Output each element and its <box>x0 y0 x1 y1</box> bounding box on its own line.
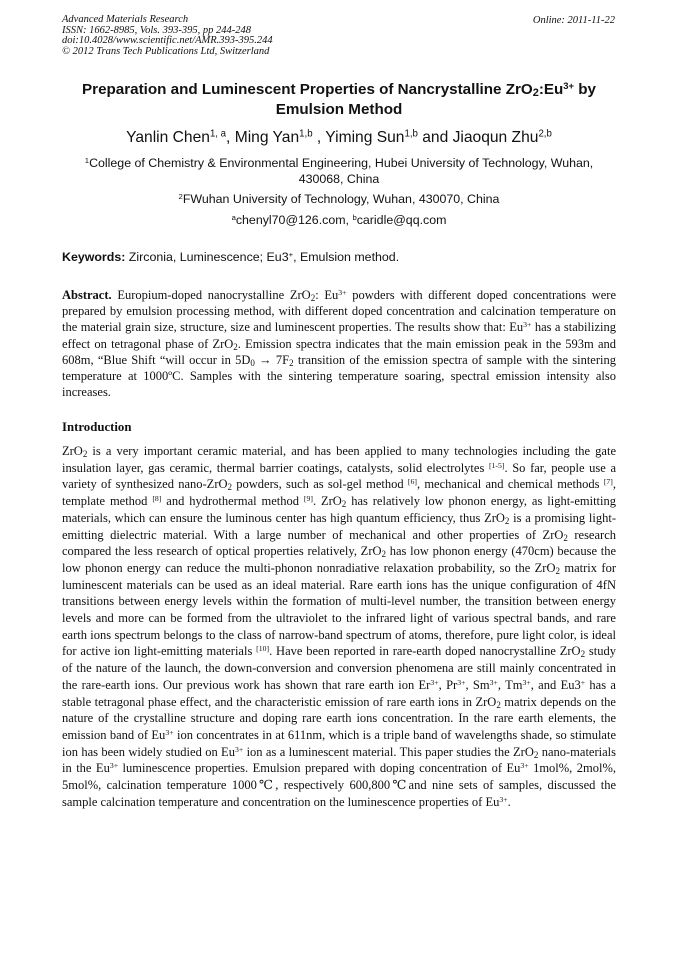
body-text: 1mol%, 2mol%, 5mol%, calcination temperature 1000℃, respectively 600,800℃and nine sets of samples, discussed the sample calcination temperature and concentration on the luminescence properties of Eu <box>62 761 616 809</box>
citation-ref[interactable]: [10] <box>256 644 270 654</box>
body-text: , template method <box>62 477 616 509</box>
body-text: ZrO <box>62 444 83 458</box>
paper-title <box>62 80 616 119</box>
title-subscript: 2 <box>532 87 539 100</box>
citation-ref[interactable]: [8] <box>152 493 162 503</box>
superscript: 3+ <box>522 677 531 687</box>
abstract-text: has a stabilizing effect on tetragonal phase of ZrO <box>62 320 616 351</box>
author-name: and Jiaoqun Zhu <box>417 129 539 146</box>
author-affiliation-mark: 2,b <box>538 128 552 140</box>
superscript: 3+ <box>499 794 508 804</box>
author-name: Yanlin Chen <box>126 129 210 146</box>
superscript: + <box>580 677 586 687</box>
subscript: 2 <box>496 699 501 710</box>
superscript: 3+ <box>457 677 466 687</box>
body-text: ion as a luminescent material. This paper studies the ZrO <box>243 744 534 759</box>
subscript: 2 <box>381 549 387 560</box>
citation-ref[interactable]: [7] <box>603 477 613 487</box>
superscript: 3+ <box>338 287 347 297</box>
email-link[interactable]: caridle@qq.com <box>356 213 447 227</box>
affiliation-text: College of Chemistry & Environmental Engineering, Hubei University of Technology, Wuhan, 430068, China <box>89 156 594 187</box>
body-text: has low phonon energy (470cm) because the low phonon energy can reduce the multi-phonon nonradiative relaxation probability, so the ZrO <box>62 544 616 575</box>
superscript: 3+ <box>234 744 244 754</box>
affiliation-mark: 2 <box>178 191 183 201</box>
subscript: 2 <box>289 357 294 368</box>
subscript: 2 <box>555 565 560 576</box>
body-text: is a promising light-emitting dielectric material. With a large number of mechanical and other properties of ZrO <box>62 510 616 542</box>
superscript: 3+ <box>520 761 529 771</box>
body-text: . ZrO <box>312 494 342 509</box>
subscript: 2 <box>533 749 539 760</box>
abstract-label: Abstract. <box>62 288 112 302</box>
body-text: , mechanical and chemical methods <box>416 477 604 492</box>
body-text: , Sm <box>465 677 490 692</box>
title-superscript: 3+ <box>563 79 575 91</box>
body-text: is a very important ceramic material, and has been applied to many technologies including the gate insulation layer, gas ceramic, thermal barrier coatings, catalysts, solid electrolytes <box>62 444 616 475</box>
affiliation-text: FWuhan University of Technology, Wuhan, 430070, China <box>182 192 500 206</box>
subscript: 2 <box>310 292 316 303</box>
subscript: 2 <box>580 649 586 660</box>
body-text: matrix for luminescent materials can be used as an ideal material. Rare earth ions has the unique configuration of 4fN transitions between energy levels within the formation of multi-level number, the transition between energy levels and more can be formed from the ultraviolet to the infrared light of various spectral bands, and rare earth ions spectrum belongs to the class of narrow-band spectrum of atoms, therefore, pure light color, is ideal for active ion light-emitting materials <box>62 560 616 659</box>
email-mark: a <box>231 212 236 222</box>
abstract-text: transition of the emission spectra of sample with the sintering temperature at 1000ºC. Samples with the sintering temperature soaring, spectral emission intensity also increases. <box>62 352 616 400</box>
body-text: has a stable tetragonal phase effect, and the characteristic emission of rare earth ions in ZrO <box>62 677 616 709</box>
superscript: 3+ <box>489 677 498 687</box>
introduction-paragraph <box>62 443 616 810</box>
abstract-text: → 7F <box>254 352 290 367</box>
body-text: ion concentrates in at 611nm, which is a triple band of wavelengths shade, so stimulate ion has been widely studied on Eu <box>62 727 616 759</box>
citation-ref[interactable]: [9] <box>303 493 313 503</box>
body-text: study of the nature of the launch, the down-conversion and conversion phenomena are still mainly concentrated in the rare-earth ions. Our previous work has shown that rare earth ion Er <box>62 644 617 692</box>
journal-name: Advanced Materials Research <box>62 14 189 25</box>
keywords-line <box>62 249 616 265</box>
subscript: 2 <box>504 515 510 526</box>
superscript: 3+ <box>109 761 119 771</box>
body-text: . <box>507 794 511 809</box>
body-text: , and Eu3 <box>530 677 581 692</box>
body-text: and hydrothermal method <box>161 494 304 509</box>
author-name: , Ming Yan <box>226 129 300 146</box>
subscript: 2 <box>563 532 568 543</box>
title-text: :Eu <box>538 81 564 98</box>
issn-line: ISSN: 1662-8985, Vols. 393-395, pp 244-248 <box>62 24 251 36</box>
journal-header <box>62 15 273 57</box>
email-link[interactable]: chenyl70@126.com, <box>235 213 353 227</box>
abstract-text: Europium-doped nanocrystalline ZrO <box>111 288 311 302</box>
title-text: Preparation and Luminescent Properties of Nancrystalline ZrO <box>82 81 533 98</box>
author-name: , Yiming Sun <box>312 129 405 146</box>
copyright-line: © 2012 Trans Tech Publications Ltd, Switzerland <box>62 45 270 57</box>
affiliation-2 <box>62 191 616 207</box>
body-text: luminescence properties. Emulsion prepared with doping concentration of Eu <box>118 761 521 776</box>
author-affiliation-mark: 1, a <box>209 128 227 140</box>
superscript: 3+ <box>430 677 439 687</box>
subscript: 2 <box>82 448 88 459</box>
keywords-text: , Emulsion method. <box>293 250 400 264</box>
abstract-text: powders with different doped concentrations were prepared by emulsion processing method, with different doped concentration and calcination temperature on the material grain size, structure, size and luminescent properties. The results show that: Eu <box>62 288 616 335</box>
affiliation-1 <box>62 155 616 188</box>
author-affiliation-mark: 1,b <box>299 128 313 140</box>
doi-line[interactable]: doi:10.4028/www.scientific.net/AMR.393-395.244 <box>62 35 273 47</box>
superscript: 3+ <box>523 320 532 330</box>
keywords-superscript: + <box>288 249 294 259</box>
author-emails <box>62 212 616 228</box>
body-text: . Have been reported in rare-earth doped nanocrystalline ZrO <box>269 644 581 659</box>
title-text: by Emulsion Method <box>275 81 596 118</box>
body-text: has relatively low phonon energy, as light-emitting materials, which can ensure the luminous center has high quantum efficiency, thus ZrO <box>62 494 616 525</box>
subscript: 2 <box>233 341 238 352</box>
body-text: matrix depends on the nature of the crystalline structure and doping rare earth ions concentration. In the rare earth elements, the emission band of Eu <box>62 694 616 742</box>
author-list <box>62 128 616 148</box>
abstract-text: . Emission spectra indicates that the main emission peak in the 593m and 608m, “Blue Shift “will occur in 5D <box>62 336 617 367</box>
keywords-text: Zirconia, Luminescence; Eu3 <box>125 250 289 264</box>
superscript: 3+ <box>165 727 174 737</box>
body-text: , Tm <box>497 677 523 692</box>
abstract-text: : Eu <box>315 288 339 302</box>
body-text: nano-materials in the Eu <box>62 744 616 776</box>
abstract-paragraph <box>62 287 616 400</box>
subscript: 2 <box>341 498 347 509</box>
online-date: Online: 2011-11-22 <box>532 15 615 26</box>
citation-ref[interactable]: [1-5] <box>488 460 505 470</box>
body-text: . So far, people use a variety of synthesized nano-ZrO <box>62 460 617 492</box>
subscript: 0 <box>250 357 255 368</box>
subscript: 2 <box>227 482 233 493</box>
email-mark: b <box>352 212 357 222</box>
author-affiliation-mark: 1,b <box>404 128 418 140</box>
affiliation-mark: 1 <box>84 155 90 165</box>
body-text: , Pr <box>438 677 458 692</box>
section-heading-introduction: Introduction <box>62 420 132 434</box>
citation-ref[interactable]: [6] <box>407 477 417 487</box>
body-text: powders, such as sol-gel method <box>232 477 408 492</box>
body-text: research compared the less research of optical properties relatively, ZrO <box>62 527 616 559</box>
keywords-label: Keywords: <box>62 250 126 264</box>
